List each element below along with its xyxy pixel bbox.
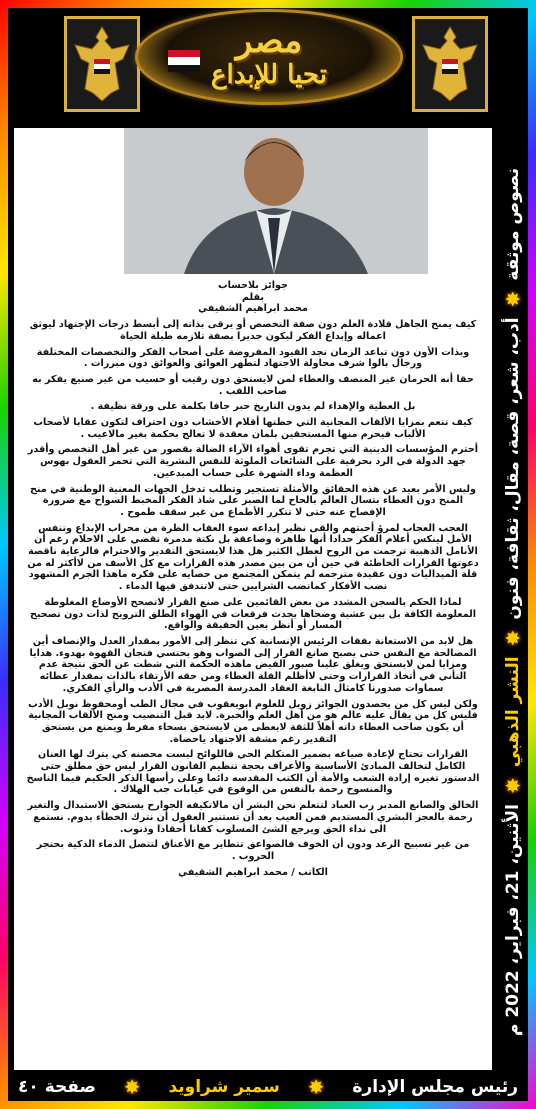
masthead-subtitle: تحيا للإبداع — [211, 60, 327, 90]
issue-date: الأثنين، 21، فبراير، 2022 م — [503, 804, 523, 1037]
article-paragraph: كيف يمنح الجاهل قلادة العلم دون صفة التخصص أو يرقى بذاته إلى أبسط درجات الإجتهاد ليوثق اعماله وإبداع الفكر ليكون جديرا بصفة تلازمه طيلة الحياة — [29, 319, 477, 342]
star-icon: ✸ — [123, 1075, 141, 1099]
page-label: صفحة — [44, 1077, 96, 1097]
star-icon: ✸ — [501, 629, 525, 647]
board-label: رئيس مجلس الإدارة — [352, 1077, 518, 1097]
article-panel — [14, 128, 492, 1070]
page-number: ٤٠ — [18, 1077, 39, 1097]
star-icon: ✸ — [501, 777, 525, 795]
footer-bar — [8, 1072, 528, 1102]
masthead-title: مصر — [235, 21, 303, 61]
page-indicator — [18, 1077, 96, 1097]
article-paragraph: بل العطية والإهداء لم يدون التاريخ حبر جافا بكلمة على ورقة نظيفة . — [90, 401, 416, 413]
side-banner — [496, 128, 530, 1076]
star-icon: ✸ — [307, 1075, 325, 1099]
eagle-emblem-left-icon — [64, 16, 140, 112]
chairman-name: سمير شراويد — [168, 1077, 280, 1097]
article-paragraph: ولكن ليس كل من يحصدون الجوائز زويل للعلوم ابويعقوب في مجال الطب أومحفوظ نوبل الأدب فليس كل من يقال عليه عالم هو من أهل العلم والخبرة. لابد قبل التنصيب ومنح الألقاب المجانية أن يكون صاحب العطاء ذاته أهلاً للثقة لايعطى من لايستحق بسخاء مفرط ويمنع من يستحق التقدير رغم مشقة الاجتهاد ياحضاة. — [28, 698, 478, 745]
site-name: نصوص موثقة — [503, 167, 523, 281]
article-paragraph: من غير تسبيح الرعد ودون أن الخوف فالصواعق تتطاير مع الأعناق لتتصل الدماء الذكية بحنجر الحروب . — [36, 839, 470, 862]
article-paragraph: أحترم المؤسسات الدينية التي تجرم تقوى أهواء الآراء الضالة بقصور من غير أهل التخصص وأقدر جهد الدولة في الرد بحرفية على الشائعات الملوثة للنفس البشرية التي تحمر العقول بهوس العظمة وداء الشهرة على حساب المبدعين. — [27, 444, 479, 479]
article-paragraph: وليس الأمر بعيد عن هذه الحقائق والأمثلة تستجير وتطلب تدخل الجهات المعنية الوطنية في منح المنح دون العطاء بتسال العالم بالحاح لما الصبر على شاذ الفكر المخبط السواح مع ضرورة الإفصاح عنه حتى لا تتكرر الأطماع من غير سقف طموح . — [29, 483, 477, 518]
author-name: محمد ابراهيم الشقيفي — [198, 303, 308, 315]
article-paragraph: العجب العجاب لمرؤ أحبتهم والقى نظير إبداعه سوء العقاب الظرة من محراب الإبداع وتنفس الأمل لينكس أعلام الفكر حدادا أنها ظاهرة وصاعقة بل نكتة مدمرة تقضي على الاحلام رغم أن الأنامل الذهبية ترجمت من الروح لعطل الكثير هل هذا لايستحق التقدير والاحترام فالرعاية ناقصة دعوتها القرارات الخاطئة في حين أن من بين مصدر هذه القرارات مع كل الأسف من لاأكثر له من قلة الميداليات دون عقيدة مترجمه لم يتمكن المجتمع من حصايه على فكره ماهذا الجرم المشهود نضب الأفكار كماتضب الشرايين حتى لاتتدفق فيها الدماء . — [27, 522, 479, 593]
byline-label: بقلم — [242, 291, 264, 303]
article-title: جوائز بلاحساب — [218, 280, 288, 291]
author-photo — [124, 128, 428, 274]
article-signature: الكاتب / محمد ابراهيم الشقيفي — [178, 866, 328, 878]
article-paragraph: وبذات الأون دون تباعد الزمان نجد القيود المفروضة على أصحاب الفكر والتخصصات المختلفة ورجال بالوا شرف محاولة الاجتهاد لتطهر العوائق والعوائق دون مبررات . — [36, 346, 470, 370]
article-paragraph: الخالق والصانع المدبر رب العباد لتتعلم نحن البشر أن مالاتكيفه الجوارح يستحق الاستبدال والتغير رحمة بالعجز البشري المستديم فمن العيب بعد أن تستنير العقول أن نترك الخطأء يدوم. نستمع الى نداء الحق ويرجع الشئ المسلوب كفانا أحقادا وذنوب. — [27, 800, 479, 835]
article-paragraph: القرارات تحتاج لإعادة صياغه بضمير المتكلم الحي فاللوائح ليست محصنه كي يترك لها العنان الكامل لتخالف المبادئ الأساسية والأعراف بحجة تنظيم القانون القرار ليس حق مطلق حتى الدستور تغيره إرادة الشعب والأمة أن الكتب المقدسه دائما وعلى رأسها الذكر الحكيم فيما الناسخ والمنسوخ رحمة بالنفس من الوقوع في غيابات جب الهلاك . — [26, 749, 480, 796]
article-paragraph: كيف تنعم بمزايا الألقاب المجانية التي خطتها أقلام الأخشاب دون احتراف لتكون عقابا لأصحاب الألباب فيحرم منها المستحقين بلمان معقدة لا تعالج بحكمة بغير مالاعيب . — [33, 417, 473, 440]
article-paragraph: لماذا الحكم بالسجن المشدد من بعض القائمين على صنع القرار لاتصحح الأوضاع المغلوطة المعلومة الكافة بل بين عشية وضحاها يحدث فرقعات في الهواء الطلق الترويح لذات دون تصحيح المسار أو أنظر بعين الحقيقة والواقع. — [29, 596, 477, 632]
article-body — [24, 280, 482, 882]
star-icon: ✸ — [501, 290, 525, 308]
article-paragraph: حقا أنه الحرمان غير المنصف والعطاء لمن لايستحق دون رقيب أو حسيب من غير صنيع يفكر به صاحب اللقب . — [32, 373, 474, 397]
publisher: النشر الذهبي — [503, 656, 523, 768]
article-paragraph: هل لابد من الاستعانة بفقات الرئيس الإنسانية كي تنظر إلى الأمور بمقدار العدل والإنصاف أين المصالحة مع النفس حتى يصبح صانع القرار إلى الصواب وهو يحتسي فنجان القهوة بهدوء. هدايا ومزايا لمن لايستحق ويغلق علينا صبور الفيض ماهذه الحكمة التي شطت عن الحق نتيجة عدم التأني في أتخاذ القرارات وحتى لاأظلم القلة العطاء ومن حقه الأرتقاء بالذات بمقدار عطائه سماوات صدورنا كامثال النابغة العقاد المدرسة المصرية في الأدب والرأي الفكري. — [29, 635, 477, 694]
eagle-emblem-right-icon — [412, 16, 488, 112]
egypt-flag-icon — [168, 50, 200, 72]
categories: أدب، شعر، قصة، مقال، ثقافة، فنون — [503, 317, 523, 620]
